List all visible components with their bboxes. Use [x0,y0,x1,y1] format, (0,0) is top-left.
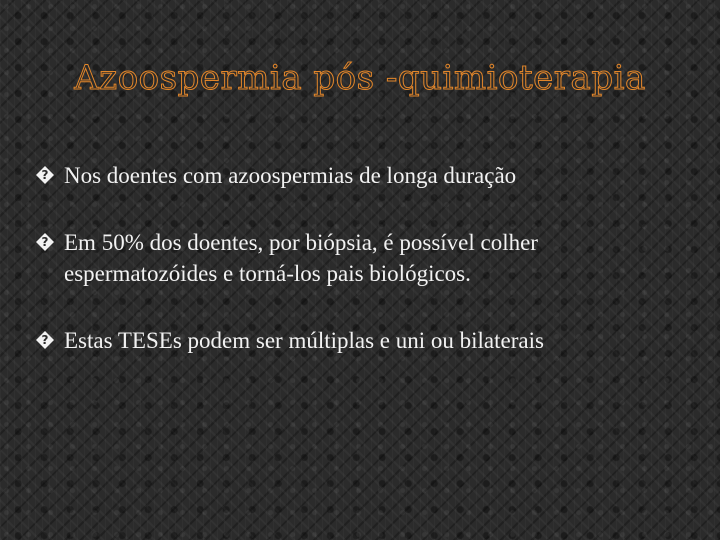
missing-glyph-icon [34,231,56,253]
bullet-item [34,160,694,191]
slide-title: Azoospermia pós -quimioterapia [74,58,646,98]
bullet-text: Nos doentes com azoospermias de longa duração [64,163,517,188]
bullet-item [34,325,694,356]
svg-text:?: ? [41,333,49,347]
missing-glyph-icon [34,164,56,186]
bullet-text: Em 50% dos doentes, por biópsia, é possível colher espermatozóides e torná-los pais biológicos. [64,230,538,286]
bullet-item [34,227,694,289]
svg-text:?: ? [41,235,49,249]
missing-glyph-icon [34,329,56,351]
bullet-text: Estas TESEs podem ser múltiplas e uni ou bilaterais [64,328,544,353]
bullet-list [34,160,694,392]
svg-text:?: ? [41,168,49,182]
